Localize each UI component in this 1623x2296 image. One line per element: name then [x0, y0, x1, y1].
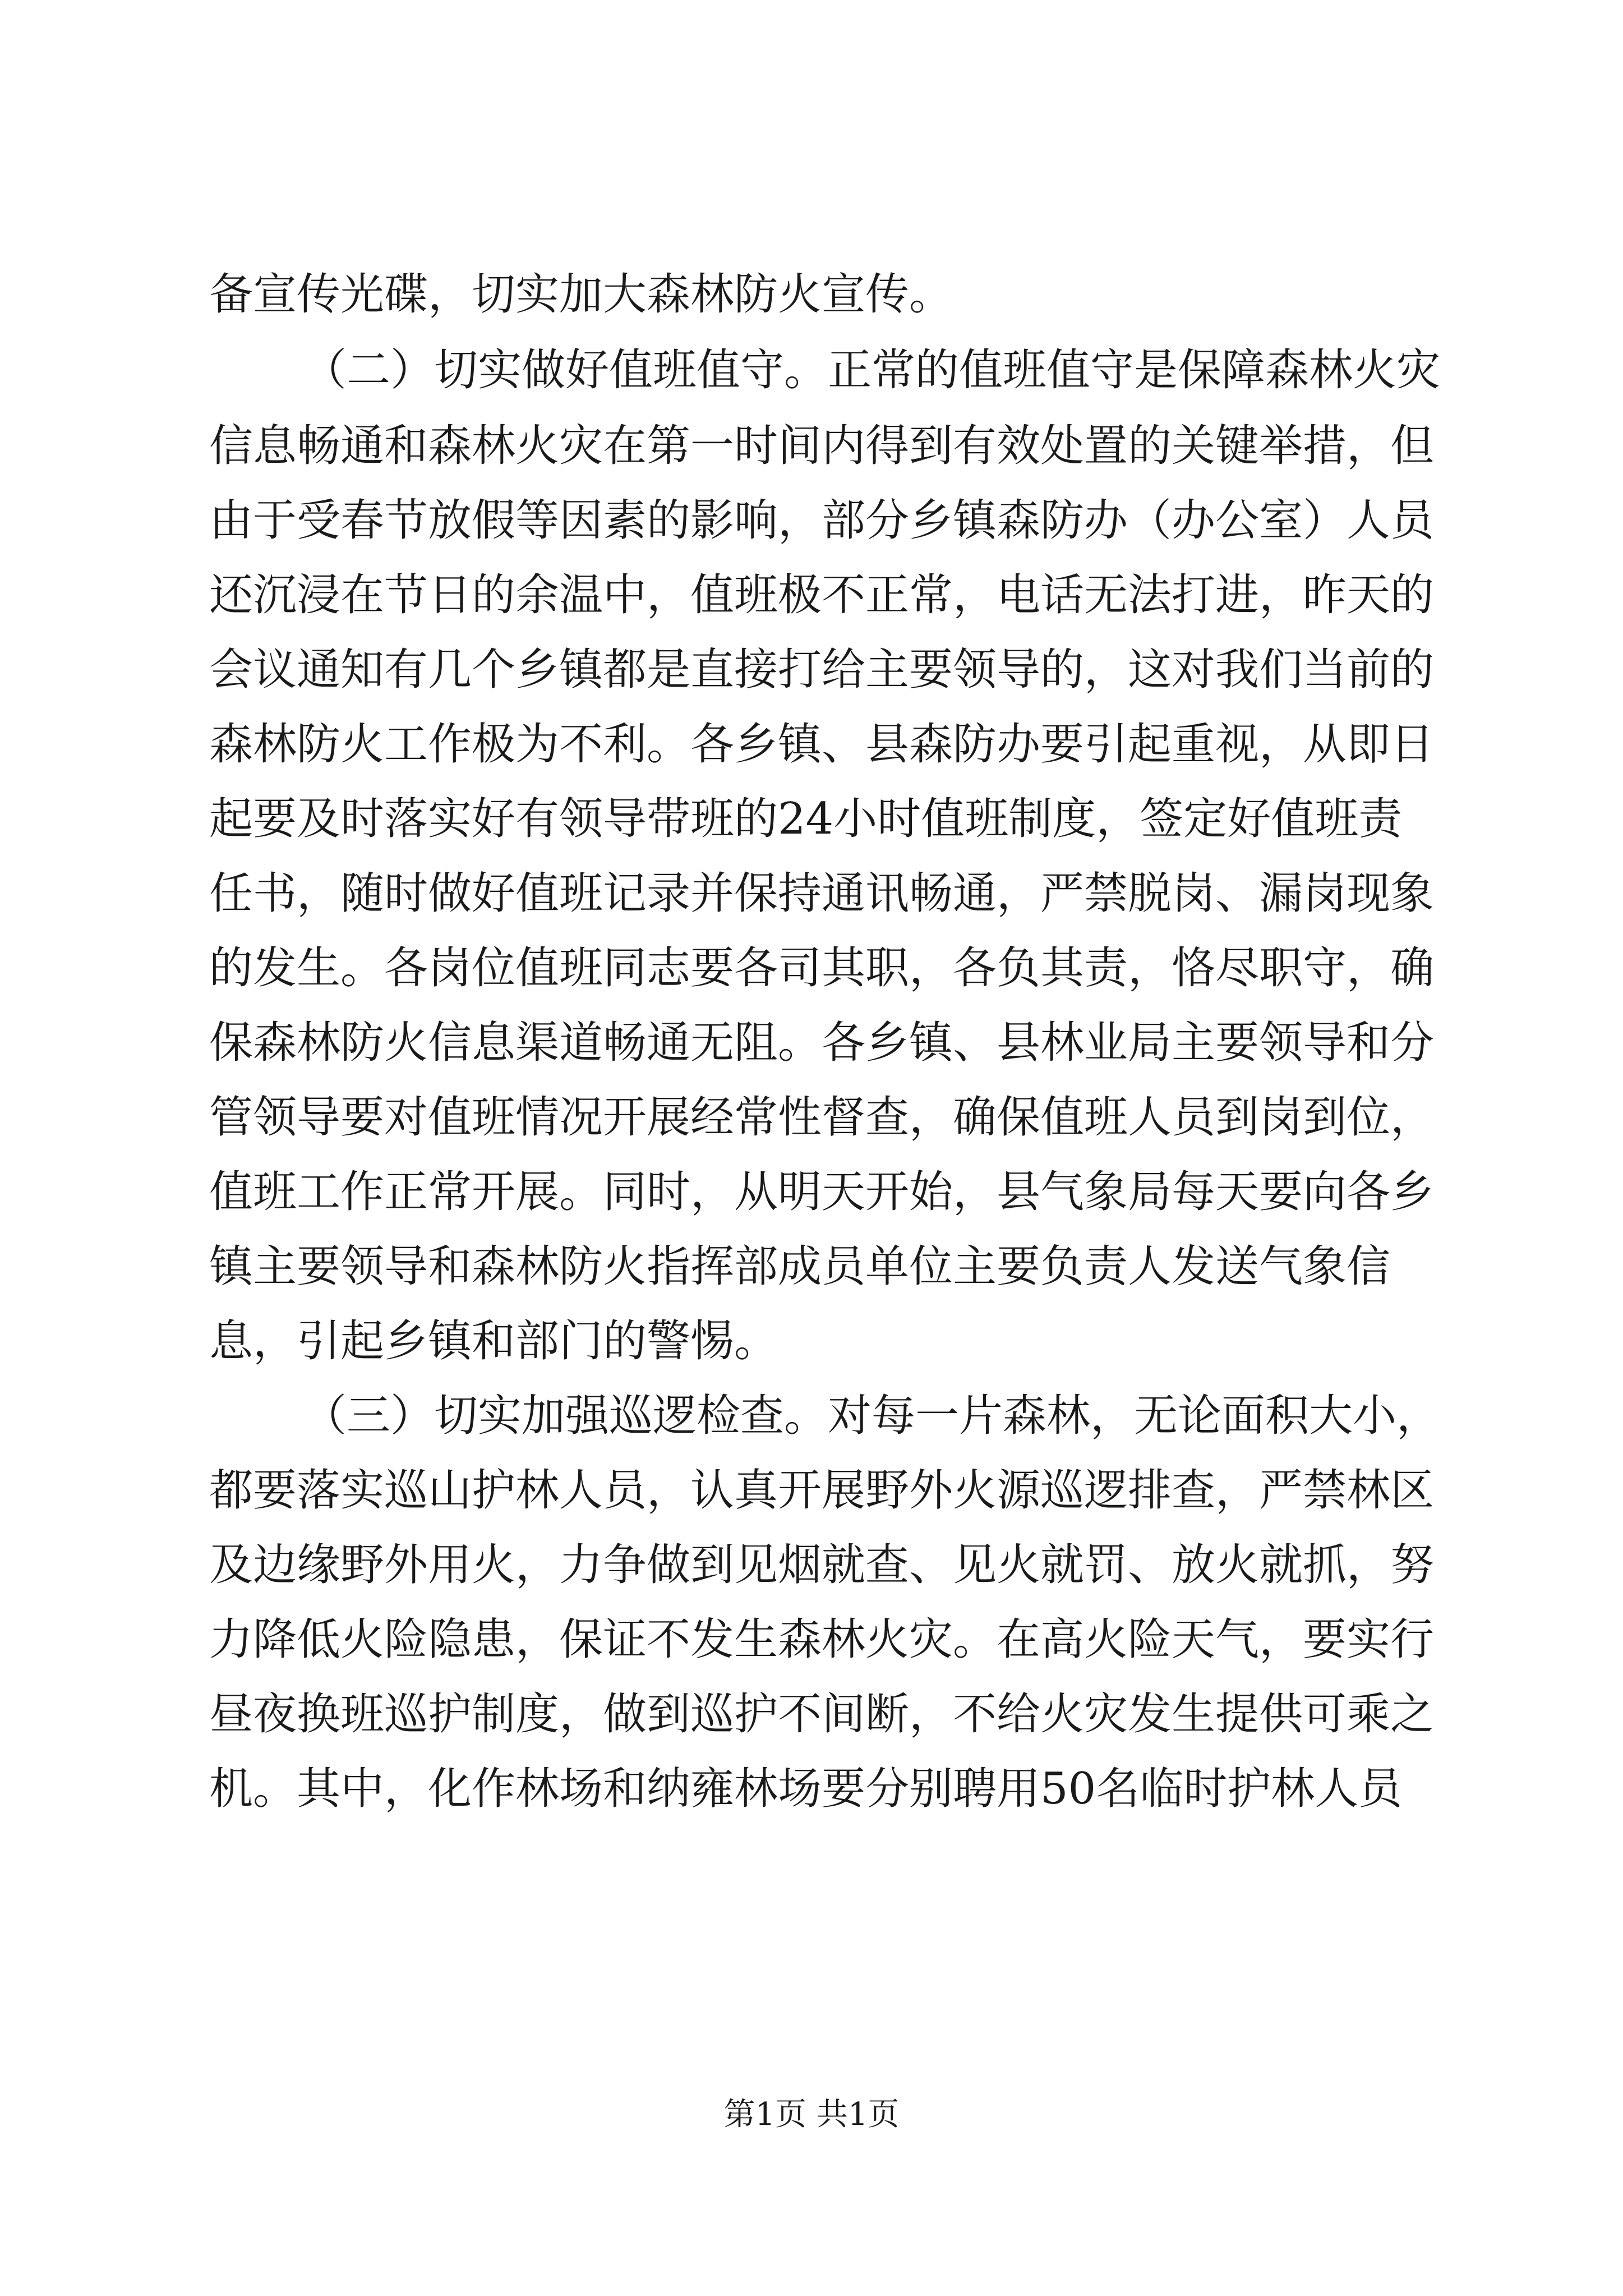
text-line: 昼夜换班巡护制度，做到巡护不间断，不给火灾发生提供可乘之: [209, 1689, 1435, 1740]
text-line: 管领导要对值班情况开展经常性督查，确保值班人员到岗到位，: [209, 1092, 1435, 1143]
text-line: （三）切实加强巡逻检查。对每一片森林，无论面积大小，: [303, 1391, 1441, 1441]
text-line: 力降低火险隐患，保证不发生森林火灾。在高火险天气，要实行: [209, 1614, 1435, 1665]
text-line: 会议通知有几个乡镇都是直接打给主要领导的，这对我们当前的: [209, 645, 1435, 695]
text-line: 都要落实巡山护林人员，认真开展野外火源巡逻排查，严禁林区: [209, 1465, 1435, 1516]
text-line: 森林防火工作极为不利。各乡镇、县森防办要引起重视，从即日: [209, 719, 1435, 770]
text-line: 起要及时落实好有领导带班的24小时值班制度，签定好值班责: [209, 794, 1403, 844]
text-line: 及边缘野外用火，力争做到见烟就查、见火就罚、放火就抓，努: [209, 1540, 1435, 1590]
text-line: 机。其中，化作林场和纳雍林场要分别聘用50名临时护林人员: [209, 1764, 1403, 1814]
text-line: 任书，随时做好值班记录并保持通讯畅通，严禁脱岗、漏岗现象: [209, 868, 1435, 919]
text-line: （二）切实做好值班值守。正常的值班值守是保障森林火灾: [303, 345, 1441, 395]
page-footer: 第1页 共1页: [723, 2096, 900, 2133]
text-line: 由于受春节放假等因素的影响，部分乡镇森防办（办公室）人员: [209, 495, 1435, 546]
text-line: 值班工作正常开展。同时，从明天开始，县气象局每天要向各乡: [209, 1167, 1435, 1217]
text-line: 的发生。各岗位值班同志要各司其职，各负其责，恪尽职守，确: [209, 943, 1435, 993]
text-line: 备宣传光碟，切实加大森林防火宣传。: [209, 269, 953, 320]
text-line: 保森林防火信息渠道畅通无阻。各乡镇、县林业局主要领导和分: [209, 1018, 1435, 1068]
text-line: 镇主要领导和森林防火指挥部成员单位主要负责人发送气象信: [209, 1241, 1391, 1292]
text-line: 息，引起乡镇和部门的警惕。: [209, 1316, 778, 1366]
text-line: 信息畅通和森林火灾在第一时间内得到有效处置的关键举措，但: [209, 421, 1435, 471]
text-line: 还沉浸在节日的余温中，值班极不正常，电话无法打进，昨天的: [209, 570, 1435, 620]
